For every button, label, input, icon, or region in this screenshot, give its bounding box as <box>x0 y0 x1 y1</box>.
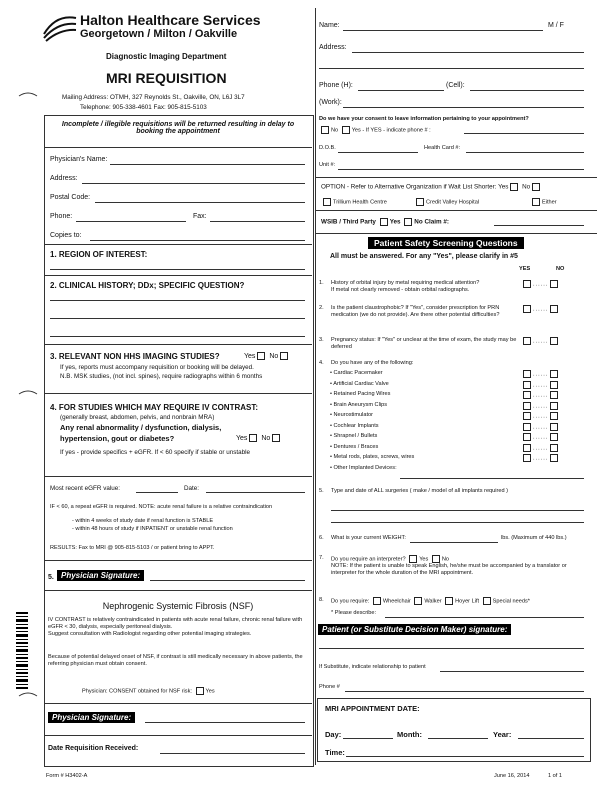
s4-no-checkbox[interactable] <box>272 434 280 442</box>
trillium-checkbox[interactable] <box>323 198 331 206</box>
consent-yes-checkbox[interactable] <box>342 126 350 134</box>
device-item: • Shrapnel / Bullets ...... <box>330 433 590 440</box>
device-no-checkbox[interactable] <box>550 412 558 420</box>
s4-no-label: No <box>261 434 271 442</box>
appointment-time-field[interactable] <box>346 756 584 757</box>
wsib-no-checkbox[interactable] <box>404 218 412 226</box>
either-checkbox[interactable] <box>532 198 540 206</box>
egfr-bullet-1: - within 4 weeks of study date if renal function is STABLE <box>72 518 214 524</box>
interpreter-note: NOTE: If the patient is unable to speak English, he/she must be accompanied by a translator or interpreter for the whole duration of the MRI appointment. <box>331 563 567 576</box>
nsf-paragraph-1: IV CONTRAST is relatively contraindicated in patients with acute renal failure, chronic renal failure with eGFR < 30, dialysis, especially peritoneal dialysis. <box>48 617 303 630</box>
address-label: Address: <box>50 175 78 182</box>
trillium-label: Trillium Health Centre <box>333 199 387 206</box>
bullet-icon: • <box>330 433 334 439</box>
phone-hash-label: Phone # <box>319 684 340 690</box>
device-no-checkbox[interactable] <box>550 423 558 431</box>
s4-line-3: hypertension, gout or diabetes? <box>60 434 175 443</box>
s4-line-1: (generally breast, abdomen, pelvis, and nonbrain MRA) <box>60 414 215 421</box>
s4-yes-label: Yes <box>236 434 248 442</box>
postal-field[interactable] <box>95 202 305 203</box>
device-item: • Artificial Cardiac Valve ...... <box>330 381 590 388</box>
device-label: Other Implanted Devices: <box>333 464 397 471</box>
nsf-title: Nephrogenic Systemic Fibrosis (NSF) <box>102 601 254 611</box>
non-hhs-heading: 3. RELEVANT NON HHS IMAGING STUDIES? <box>50 352 220 361</box>
phone-home-label: Phone (H): <box>319 82 353 89</box>
q7-yes-checkbox[interactable] <box>409 555 417 563</box>
s4-line-2: Any renal abnormality / dysfunction, dialysis, <box>60 423 222 432</box>
s3-yes-checkbox[interactable] <box>257 352 265 360</box>
device-item: • Metal rods, plates, screws, wires ...... <box>330 454 590 461</box>
no-column-header: NO <box>556 266 565 272</box>
screening-title: Patient Safety Screening Questions <box>368 237 524 249</box>
s4-yes-checkbox[interactable] <box>249 434 257 442</box>
option-text: OPTION - Refer to Alternative Organization if Wait List Shorter: <box>321 183 497 191</box>
substitute-label: If Substitute, indicate relationship to patient <box>319 664 426 670</box>
region-field[interactable] <box>50 269 305 270</box>
option-no-label: No <box>522 183 531 191</box>
substitute-field[interactable] <box>440 671 584 672</box>
date-received-field[interactable] <box>160 753 305 754</box>
barcode-icon <box>16 612 28 692</box>
device-no-checkbox[interactable] <box>550 444 558 452</box>
patient-name-label: Name: <box>319 22 340 29</box>
address-field[interactable] <box>82 183 305 184</box>
unit-field[interactable] <box>338 169 584 170</box>
work-field[interactable] <box>343 107 584 108</box>
screening-question-4: 4. Do you have any of the following: <box>319 360 414 366</box>
s3-no-label: No <box>269 352 279 360</box>
walker-checkbox[interactable] <box>414 597 422 605</box>
egfr-field[interactable] <box>136 492 178 493</box>
device-label: Shrapnel / Bullets <box>333 433 378 439</box>
bullet-icon: • <box>330 422 334 429</box>
hoyer-checkbox[interactable] <box>445 597 453 605</box>
q7-no-checkbox[interactable] <box>432 555 440 563</box>
weight-field[interactable] <box>410 542 498 543</box>
device-yes-checkbox[interactable] <box>523 381 531 389</box>
egfr-bullet-2: - within 48 hours of study if INPATIENT or unstable renal function <box>72 526 233 532</box>
device-item: • Neurostimulator ...... <box>330 412 590 419</box>
describe-field[interactable] <box>385 617 584 618</box>
screening-question-3: 3. Pregnancy status: If "Yes" or unclear at the time of exam, the study may be deferred ...... <box>319 337 589 357</box>
s4-line-4: If yes - provide specifics + eGFR. If < 60 specify if stable or unstable <box>60 449 251 456</box>
physician-signature-label-1: Physician Signature: <box>57 570 144 581</box>
copies-label: Copies to: <box>50 232 82 239</box>
consent-question: Do we have your consent to leave information pertaining to your appointment? <box>319 116 529 122</box>
physician-signature-field-2[interactable] <box>145 722 305 723</box>
nsf-paragraph-3: Because of potential delayed onset of NSF, if contrast is still medically necessary in above patients, the referring physician must obtain consent. <box>48 654 303 667</box>
yes-column-header: YES <box>519 266 531 272</box>
results-text: RESULTS: Fax to MRI @ 905-815-5103 / or patient bring to APPT. <box>50 545 215 551</box>
option-yes-checkbox[interactable] <box>510 183 518 191</box>
device-yes-checkbox[interactable] <box>523 423 531 431</box>
device-no-checkbox[interactable] <box>550 391 558 399</box>
physician-name-field[interactable] <box>110 164 305 165</box>
bullet-icon: • <box>330 401 334 408</box>
device-no-checkbox[interactable] <box>550 454 558 462</box>
nsf-paragraph-2: Suggest consultation with Radiologist regarding other potential imaging strategies. <box>48 631 252 637</box>
claim-label: Claim #: <box>424 218 449 226</box>
q3-no-checkbox[interactable] <box>550 337 558 345</box>
device-label: Artificial Cardiac Valve <box>333 380 389 387</box>
screening-question-1: 1. History of orbital injury by metal requiring medical attention? If metal not clearly removed - obtain orbital radiographs. ...... <box>319 280 589 300</box>
page-title: MRI REQUISITION <box>106 70 227 86</box>
consent-yes-label: Yes - If YES - indicate phone # : <box>351 127 431 134</box>
patient-signature-field[interactable] <box>319 648 584 649</box>
device-yes-checkbox[interactable] <box>523 412 531 420</box>
appointment-time-label: Time: <box>325 748 345 757</box>
device-no-checkbox[interactable] <box>550 370 558 378</box>
clinical-history-heading: 2. CLINICAL HISTORY; DDx; SPECIFIC QUESTION? <box>50 281 245 290</box>
patient-address-label: Address: <box>319 44 347 51</box>
device-item: • Retained Pacing Wires ...... <box>330 391 590 398</box>
option-yes-label: Yes <box>498 183 509 191</box>
cell-label: (Cell): <box>446 82 465 89</box>
form-number: Form # H3402-A <box>46 773 88 779</box>
health-card-label: Health Card #: <box>424 145 461 151</box>
nsf-consent-label: Physician: CONSENT obtained for NSF risk: <box>82 688 192 695</box>
org-sites: Georgetown / Milton / Oakville <box>80 28 238 40</box>
consent-phone-field[interactable] <box>464 133 584 134</box>
clinical-history-line-3[interactable] <box>50 336 305 337</box>
clinical-history-line-2[interactable] <box>50 318 305 319</box>
either-label: Either <box>542 199 557 206</box>
device-label: Brain Aneurysm Clips <box>333 401 387 408</box>
device-no-checkbox[interactable] <box>550 433 558 441</box>
patient-name-field[interactable] <box>343 30 543 31</box>
bullet-icon: • <box>330 443 334 450</box>
phone-field[interactable] <box>76 221 186 222</box>
date-received-label: Date Requisition Received: <box>48 745 139 752</box>
nsf-consent-checkbox[interactable] <box>196 687 204 695</box>
device-label: Metal rods, plates, screws, wires <box>333 454 415 460</box>
egfr-date-field[interactable] <box>206 492 305 493</box>
s5-number: 5. <box>48 574 54 581</box>
department: Diagnostic Imaging Department <box>106 52 227 61</box>
device-label: Cochlear Implants <box>333 422 379 429</box>
work-label: (Work): <box>319 99 342 106</box>
appointment-month-label: Month: <box>397 730 422 739</box>
q2-yes-checkbox[interactable] <box>523 305 531 313</box>
wheelchair-checkbox[interactable] <box>373 597 381 605</box>
option-no-checkbox[interactable] <box>532 183 540 191</box>
telephone: Telephone: 905-338-4601 Fax: 905-815-5103 <box>80 104 207 111</box>
hole-punch-icon <box>18 690 38 698</box>
device-no-checkbox[interactable] <box>550 402 558 410</box>
consent-no-label: No <box>331 127 339 134</box>
appointment-day-field[interactable] <box>343 738 393 739</box>
phone-label: Phone: <box>50 213 73 220</box>
org-name: Halton Healthcare Services <box>80 12 261 28</box>
bullet-icon: • <box>330 454 334 460</box>
device-item: • Cochlear Implants ...... <box>330 423 590 430</box>
egfr-note: IF < 60, a repeat eGFR is required. NOTE: acute renal failure is a relative contraindication <box>50 504 273 510</box>
device-label: Dentures / Braces <box>333 443 379 450</box>
bullet-icon: • <box>330 391 334 397</box>
sex-label: M / F <box>548 22 564 29</box>
wsib-yes-checkbox[interactable] <box>380 218 388 226</box>
q1-no-checkbox[interactable] <box>550 280 558 288</box>
s3-no-checkbox[interactable] <box>280 352 288 360</box>
dob-field[interactable] <box>338 152 418 153</box>
fax-field[interactable] <box>210 221 305 222</box>
hole-punch-icon <box>18 90 38 98</box>
iv-contrast-heading: 4. FOR STUDIES WHICH MAY REQUIRE IV CONTRAST: <box>50 403 259 412</box>
appointment-year-field[interactable] <box>518 738 584 739</box>
appointment-title: MRI APPOINTMENT DATE: <box>325 704 420 713</box>
footer-date: June 16, 2014 <box>494 773 530 779</box>
appointment-day-label: Day: <box>325 730 342 739</box>
describe-label: * Please describe: <box>331 610 377 616</box>
physician-signature-field-1[interactable] <box>150 580 305 581</box>
bullet-icon: • <box>330 380 334 387</box>
q1-yes-checkbox[interactable] <box>523 280 531 288</box>
warning-text: Incomplete / illegible requisitions will be returned resulting in delay to booking the appointment <box>61 121 295 135</box>
copies-field[interactable] <box>90 240 305 241</box>
patient-address-field[interactable] <box>352 52 584 53</box>
egfr-date-label: Date: <box>184 485 200 492</box>
special-needs-checkbox[interactable] <box>483 597 491 605</box>
bullet-icon: • <box>330 412 334 418</box>
fax-label: Fax: <box>193 213 207 220</box>
egfr-label: Most recent eGFR value: <box>50 485 120 492</box>
other-devices-field[interactable] <box>400 478 584 479</box>
q3-yes-checkbox[interactable] <box>523 337 531 345</box>
cvh-label: Credit Valley Hospital <box>426 199 480 206</box>
health-card-field[interactable] <box>466 152 584 153</box>
region-of-interest-heading: 1. REGION OF INTEREST: <box>50 250 148 259</box>
bullet-icon: • <box>330 464 334 471</box>
device-yes-checkbox[interactable] <box>523 370 531 378</box>
page-number: 1 of 1 <box>548 773 562 779</box>
screening-instruction: All must be answered. For any "Yes", please clarify in #5 <box>330 253 518 260</box>
s3-note-1: If yes, reports must accompany requisition or booking will be delayed. <box>60 364 254 371</box>
device-yes-checkbox[interactable] <box>523 454 531 462</box>
consent-no-checkbox[interactable] <box>321 126 329 134</box>
clinical-history-line-1[interactable] <box>50 300 305 301</box>
halton-logo-icon <box>42 12 78 42</box>
device-label: Retained Pacing Wires <box>333 391 391 397</box>
phone-hash-field[interactable] <box>345 691 584 692</box>
weight-note: lbs. (Maximum of 440 lbs.) <box>501 535 567 541</box>
device-yes-checkbox[interactable] <box>523 402 531 410</box>
patient-signature-label: Patient (or Substitute Decision Maker) signature: <box>318 624 511 635</box>
device-label: Neurostimulator <box>333 412 373 418</box>
device-item <box>330 465 590 472</box>
phone-home-field[interactable] <box>358 90 444 91</box>
physician-name-label: Physician's Name: <box>50 156 108 163</box>
cell-field[interactable] <box>470 90 584 91</box>
q2-no-checkbox[interactable] <box>550 305 558 313</box>
cvh-checkbox[interactable] <box>416 198 424 206</box>
device-no-checkbox[interactable] <box>550 381 558 389</box>
surgeries-field-1[interactable] <box>331 510 584 511</box>
device-yes-checkbox[interactable] <box>523 433 531 441</box>
unit-label: Unit #: <box>319 162 336 168</box>
device-item: • Cardiac Pacemaker ...... <box>330 370 590 377</box>
device-item: • Dentures / Braces ...... <box>330 444 590 451</box>
wsib-yes-label: Yes <box>389 218 401 226</box>
claim-field[interactable] <box>494 225 584 226</box>
hole-punch-icon <box>18 388 38 396</box>
surgeries-field-2[interactable] <box>331 522 584 523</box>
s3-note-2: N.B. MSK studies, (not incl. spines), require radiographs within 6 months <box>60 373 263 380</box>
nsf-consent-yes: Yes <box>205 688 215 695</box>
wsib-label: WSIB / Third Party <box>321 218 376 226</box>
appointment-year-label: Year: <box>493 730 512 739</box>
wsib-no-label: No <box>414 218 423 226</box>
appointment-month-field[interactable] <box>428 738 488 739</box>
device-yes-checkbox[interactable] <box>523 391 531 399</box>
dob-label: D.O.B. <box>319 145 336 151</box>
physician-signature-label-2: Physician Signature: <box>48 712 135 723</box>
patient-address-field-2[interactable] <box>319 68 584 69</box>
mailing-address: Mailing Address: OTMH, 327 Reynolds St., Oakville, ON, L6J 3L7 <box>62 94 245 101</box>
screening-question-2: 2. Is the patient claustrophobic? If "Yes", consider prescription for PRN medication (we do not provide). Are there other potential difficulties? ...... <box>319 305 589 335</box>
s3-yes-label: Yes <box>244 352 256 360</box>
bullet-icon: • <box>330 370 334 376</box>
postal-label: Postal Code: <box>50 194 91 201</box>
device-yes-checkbox[interactable] <box>523 444 531 452</box>
device-label: Cardiac Pacemaker <box>333 370 383 376</box>
device-item: • Brain Aneurysm Clips ...... <box>330 402 590 409</box>
